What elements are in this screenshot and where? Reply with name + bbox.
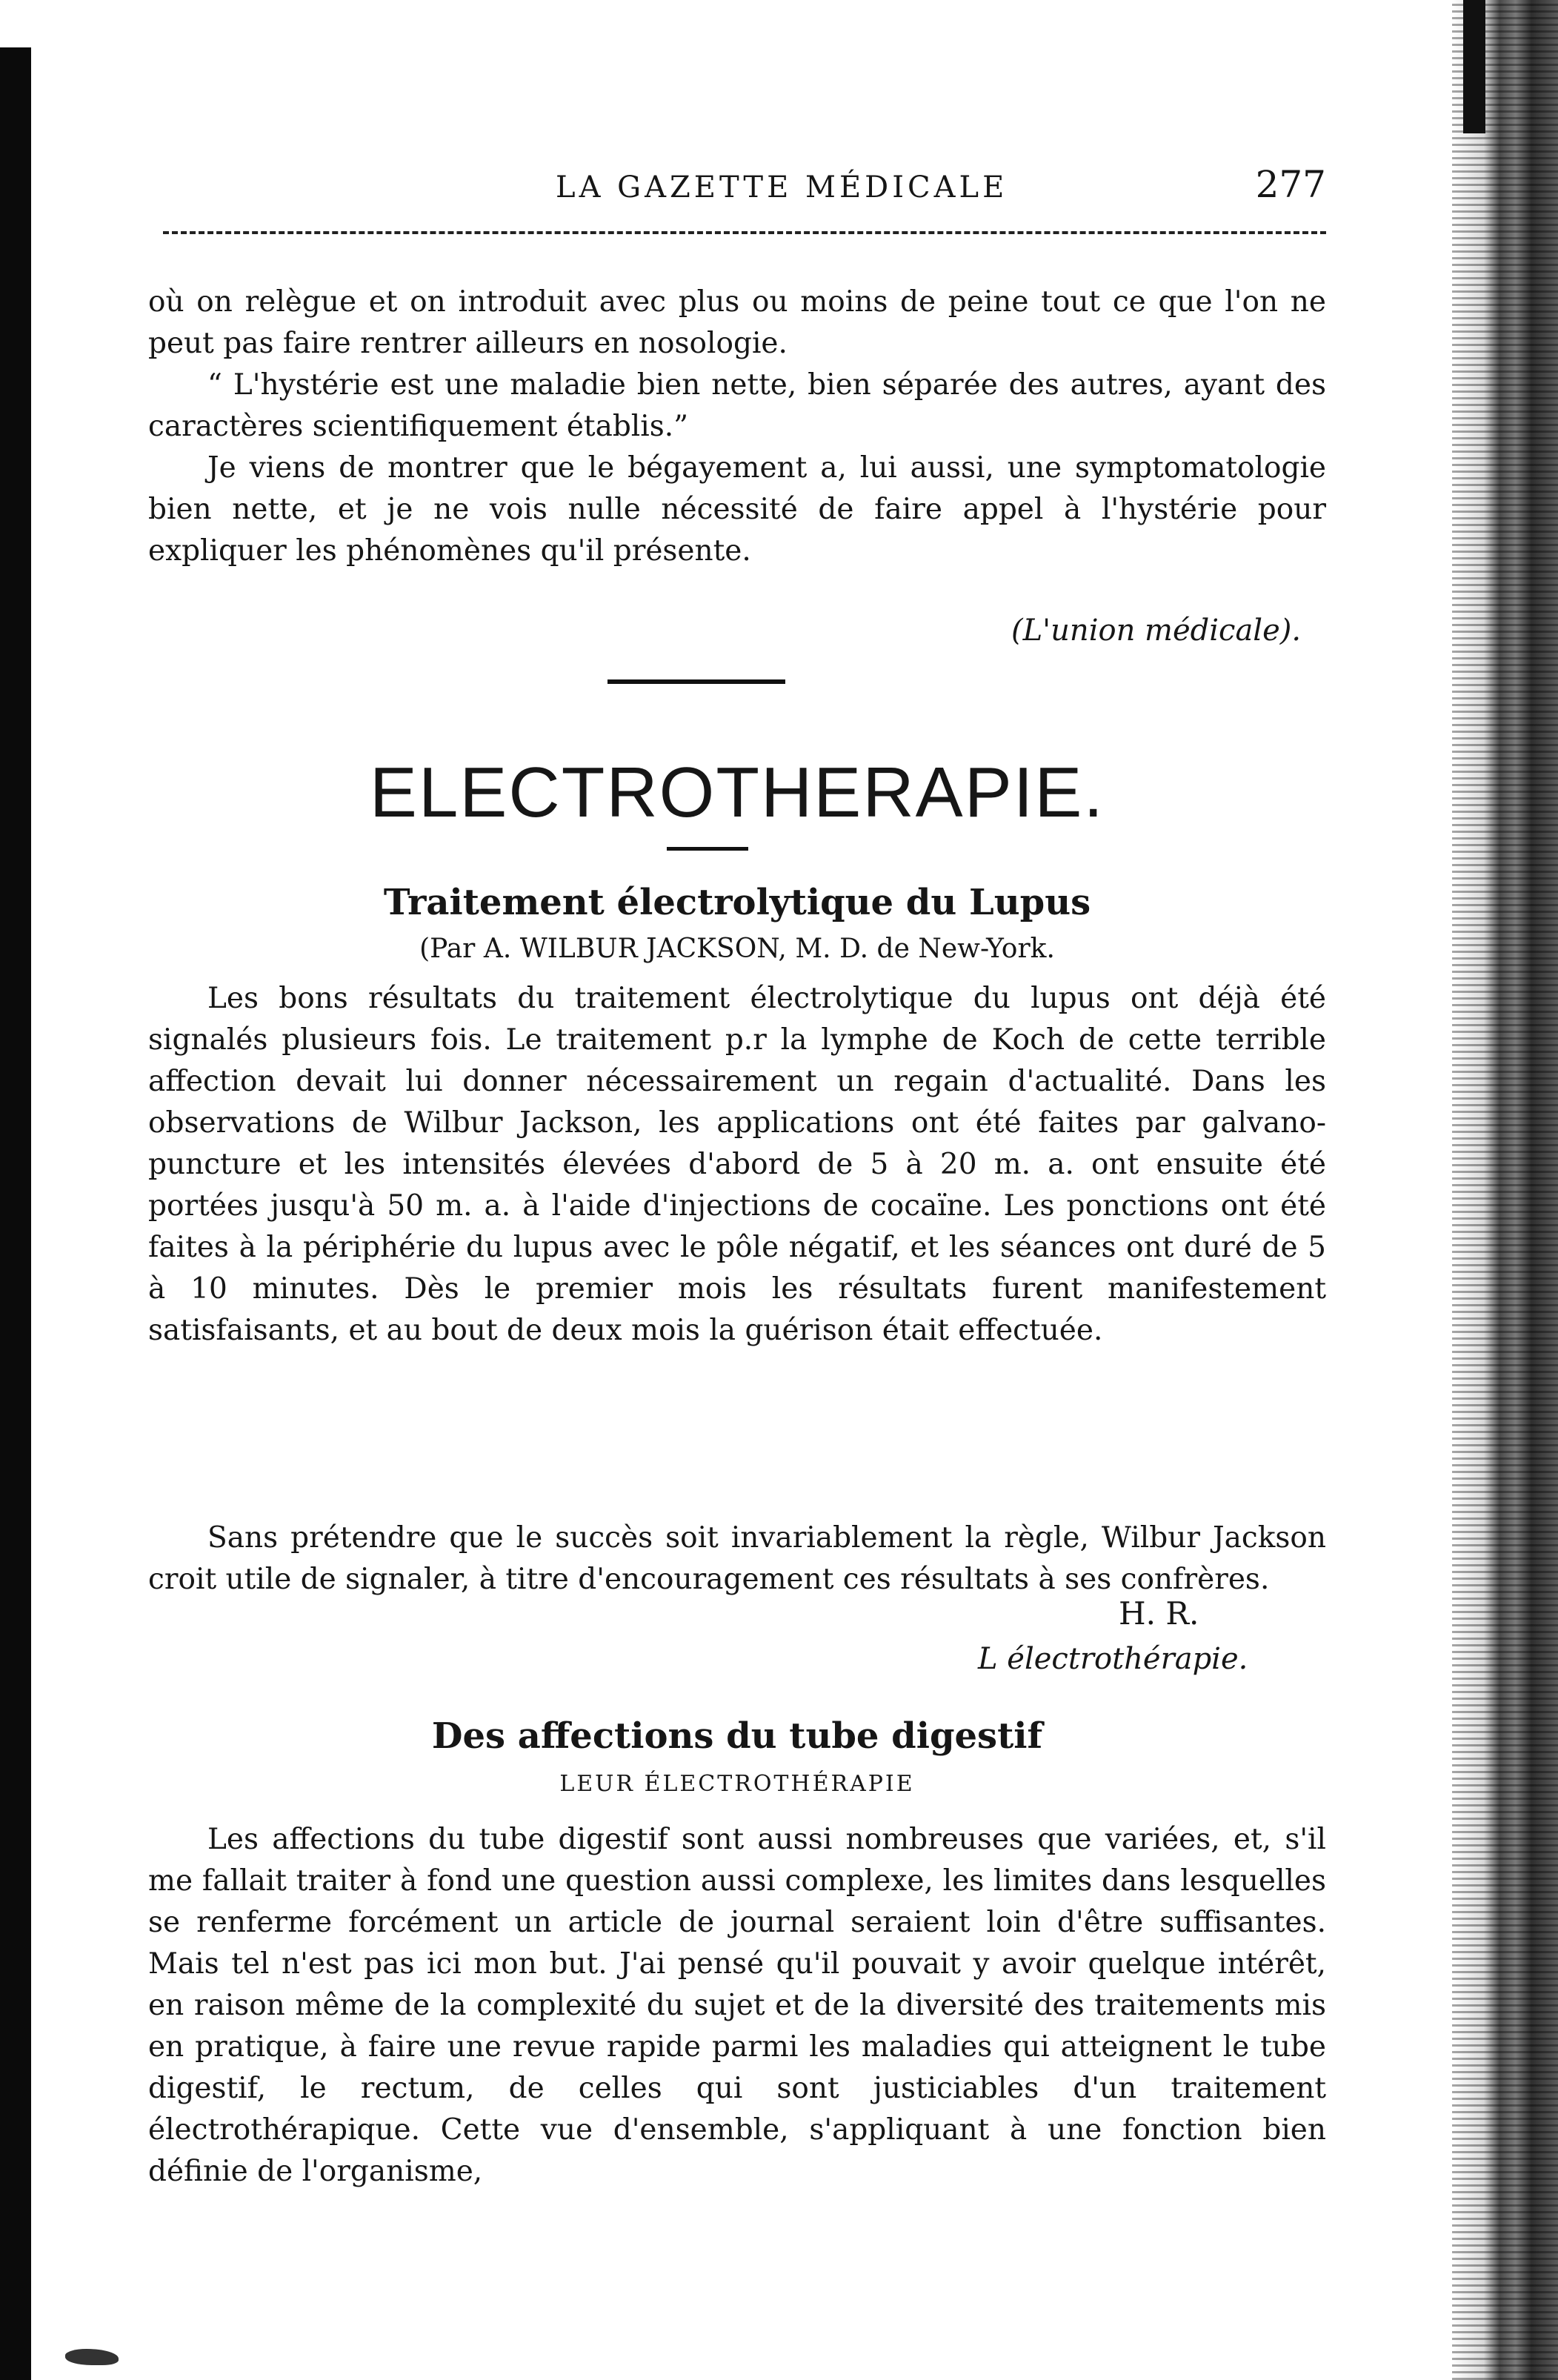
digestive-paragraph: Les affections du tube digestif sont aussi nombreuses que variées, et, s'il me fallait traiter à fond une question aussi complexe, les limites dans lesquelles se renferme forcément un article de journal seraient loin d'être suffisantes. Mais tel n'est pas ici mon but. J'ai pensé qu'il pouvait y avoir quelque intérêt, en raison même de la complexité du sujet et de la diversité des traitements mis en pratique, à faire une revue rapide parmi les maladies qui atteignent le tube digestif, le rectum, de celles qui sont justiciables d'un traitement électrothérapique. Cette vue d'ensemble, s'appliquant à une fonction bien définie de l'organisme, bbox=[148, 1823, 1326, 2188]
intro-quote: “ L'hystérie est une maladie bien nette, bien séparée des autres, ayant des caractères scientifiquement établis.” bbox=[148, 368, 1326, 443]
section-title: ELECTROTHERAPIE. bbox=[369, 753, 1105, 832]
running-title: LA GAZETTE MÉDICALE bbox=[556, 170, 1008, 205]
intro-paragraph: Je viens de montrer que le bégayement a, lui aussi, une symptomatologie bien nette, et je ne vois nulle nécessité de faire appel à l'hystérie pour expliquer les phénomènes qu'il présente. bbox=[148, 451, 1326, 568]
header-rule bbox=[163, 231, 1326, 234]
page-number: 277 bbox=[1255, 163, 1326, 206]
article-title-lupus: Traitement électrolytique du Lupus bbox=[383, 882, 1091, 923]
scan-right-edge bbox=[1452, 0, 1558, 2380]
section-divider bbox=[607, 679, 785, 684]
article-title-digestive: Des affections du tube digestif bbox=[431, 1715, 1043, 1757]
running-header bbox=[148, 163, 1326, 207]
article-byline: (Par A. WILBUR JACKSON, M. D. de New-York. bbox=[419, 934, 1055, 964]
author-initials: H. R. bbox=[1119, 1595, 1199, 1632]
scan-left-border bbox=[0, 47, 31, 2380]
intro-source: (L'union médicale). bbox=[1011, 614, 1302, 648]
intro-continuation: où on relègue et on introduit avec plus ou moins de peine tout ce que l'on ne peut pas faire rentrer ailleurs en nosologie. bbox=[148, 285, 1326, 360]
title-underline bbox=[667, 847, 748, 851]
scan-right-edge-top bbox=[1463, 0, 1485, 133]
lupus-source: L électrothérapie. bbox=[978, 1642, 1248, 1676]
lupus-paragraph-2: Sans prétendre que le succès soit invariablement la règle, Wilbur Jackson croit utile de signaler, à titre d'encouragement ces résultats à ses confrères. bbox=[148, 1521, 1326, 1596]
article-subtitle: LEUR ÉLECTROTHÉRAPIE bbox=[559, 1771, 915, 1797]
scan-smudge bbox=[65, 2349, 119, 2365]
lupus-paragraph-1: Les bons résultats du traitement électrolytique du lupus ont déjà été signalés plusieurs fois. Le traitement p.r la lymphe de Koch de cette terrible affection devait lui donner nécessairement un regain d'actualité. Dans les observations de Wilbur Jackson, les applications ont été faites par galvano-puncture et les intensités élevées d'abord de 5 à 20 m. a. ont ensuite été portées jusqu'à 50 m. a. à l'aide d'injections de cocaïne. Les ponctions ont été faites à la périphérie du lupus avec le pôle négatif, et les séances ont duré de 5 à 10 minutes. Dès le premier mois les résultats furent manifestement satisfaisants, et au bout de deux mois la guérison était effectuée. bbox=[148, 982, 1326, 1347]
